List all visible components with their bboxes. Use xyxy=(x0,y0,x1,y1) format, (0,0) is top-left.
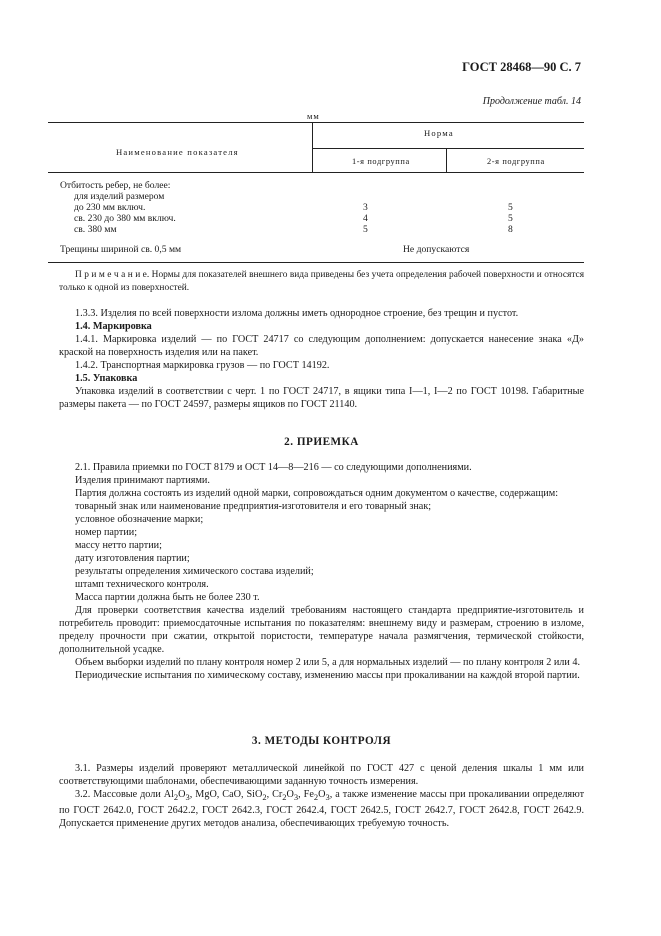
note-block xyxy=(59,269,584,294)
table-sub-divider xyxy=(446,148,447,172)
section-2 xyxy=(59,461,584,682)
para-sample: Объем выборки изделий по плану контроля номер 2 или 5, а для нормальных изделий — по плану контроля 2 или 4. xyxy=(75,657,581,668)
para-check: Для проверки соответствия качества изделий требованиям настоящего стандарта предприятие-изготовитель и потребитель проводит: приемосдаточные испытания по показателям: внешнему виду и размерам, строению в изломе, пределу прочности при сжатии, открытой пористости, температуре начала размягчения, термической стойкости, дополнительной усадке. xyxy=(59,605,584,655)
page-header: ГОСТ 28468—90 С. 7 xyxy=(462,60,581,74)
table-row1-label: Отбитость ребер, не более: xyxy=(60,180,171,191)
table-col-name: Наименование показателя xyxy=(116,147,239,157)
table-norm-rule xyxy=(312,148,584,149)
section-1 xyxy=(59,307,584,411)
table-continuation: Продолжение табл. 14 xyxy=(482,96,581,107)
table-row1-sublabel: для изделий размером xyxy=(74,191,165,202)
section-3-title: 3. МЕТОДЫ КОНТРОЛЯ xyxy=(251,735,392,747)
table-sub1: 1-я подгруппа xyxy=(352,157,410,166)
list-item: массу нетто партии; xyxy=(75,540,162,551)
para-1-5: Упаковка изделий в соответствии с черт. 1 по ГОСТ 24717, в ящики типа I—1, I—2 по ГОСТ 10198. Габаритные размеры пакета — по ГОСТ 24597, размеры ящиков по ГОСТ 21140. xyxy=(59,386,584,410)
para-2-1: 2.1. Правила приемки по ГОСТ 8179 и ОСТ 14—8—216 — со следующими дополнениями. xyxy=(75,462,472,473)
table-row1-size2: св. 230 до 380 мм включ. xyxy=(74,213,176,224)
table-row1-v1-a: 3 xyxy=(363,202,368,213)
section-2-title: 2. ПРИЕМКА xyxy=(284,436,359,448)
list-item: дату изготовления партии; xyxy=(75,553,190,564)
table-row2-value: Не допускаются xyxy=(403,244,470,255)
table-unit: мм xyxy=(307,111,320,121)
para-2-1-b: Партия должна состоять из изделий одной марки, сопровождаться одним документом о качестве, содержащим: xyxy=(75,488,559,499)
table-col-divider xyxy=(312,122,313,172)
table-row1-size1: до 230 мм включ. xyxy=(74,202,146,213)
table-top-rule xyxy=(48,122,584,123)
list-item: результаты определения химического состава изделий; xyxy=(75,566,314,577)
table-row1-size3: св. 380 мм xyxy=(74,224,117,235)
para-periodic: Периодические испытания по химическому составу, изменению массы при прокаливании на каждой второй партии. xyxy=(75,670,580,681)
note-text: Нормы для показателей внешнего вида приведены без учета определения рабочей поверхности и относятся только к одной из поверхностей. xyxy=(59,270,585,293)
heading-1-4: 1.4. Маркировка xyxy=(75,321,152,332)
para-3-1: 3.1. Размеры изделий проверяют металлической линейкой по ГОСТ 427 с ценой деления шкалы 1 мм или соответствующими шаблонами, обеспечивающими заданную точность измерения. xyxy=(59,763,584,787)
para-2-1-a: Изделия принимают партиями. xyxy=(75,475,210,486)
table-row2-label: Трещины шириной св. 0,5 мм xyxy=(60,244,182,255)
para-1-3-3: 1.3.3. Изделия по всей поверхности излома должны иметь однородное строение, без трещин и пустот. xyxy=(75,308,519,319)
table-row1-v1-c: 5 xyxy=(363,224,368,235)
table-col-norm: Норма xyxy=(424,128,454,138)
table-row1-v2-b: 5 xyxy=(508,213,513,224)
table-sub2: 2-я подгруппа xyxy=(487,157,545,166)
para-3-2: 3.2. Массовые доли $Al_2O_3$, MgO, CaO, SiO$_2$, $Cr_2O_3$, $Fe_2O_3$, а также изменение массы при прокаливании определяют по ГОСТ 2642.0, ГОСТ 2642.2, ГОСТ 2642.3, ГОСТ 2642.4, ГОСТ 2642.5, ГОСТ 2642.7, ГОСТ 2642.8, ГОСТ 2642.9. Допускается применение других методов анализа, обеспечивающих требуемую точность. xyxy=(59,789,585,830)
table-bottom-rule xyxy=(48,262,584,263)
list-item: номер партии; xyxy=(75,527,138,538)
heading-1-5: 1.5. Упаковка xyxy=(75,373,138,384)
table-row1-v1-b: 4 xyxy=(363,213,368,224)
note-label: П р и м е ч а н и е. xyxy=(75,270,150,280)
table-header-rule xyxy=(48,172,584,173)
list-item: товарный знак или наименование предприятия-изготовителя и его товарный знак; xyxy=(75,501,432,512)
list-item: условное обозначение марки; xyxy=(75,514,204,525)
table-row1-v2-c: 8 xyxy=(508,224,513,235)
para-1-4-2: 1.4.2. Транспортная маркировка грузов — по ГОСТ 14192. xyxy=(75,360,330,371)
section-3 xyxy=(59,762,584,830)
para-mass: Масса партии должна быть не более 230 т. xyxy=(75,592,260,603)
para-1-4-1: 1.4.1. Маркировка изделий — по ГОСТ 24717 со следующим дополнением: допускается нанесение знака «Д» краской на поверхность изделия или на пакет. xyxy=(59,334,584,358)
list-item: штамп технического контроля. xyxy=(75,579,209,590)
table-row1-v2-a: 5 xyxy=(508,202,513,213)
